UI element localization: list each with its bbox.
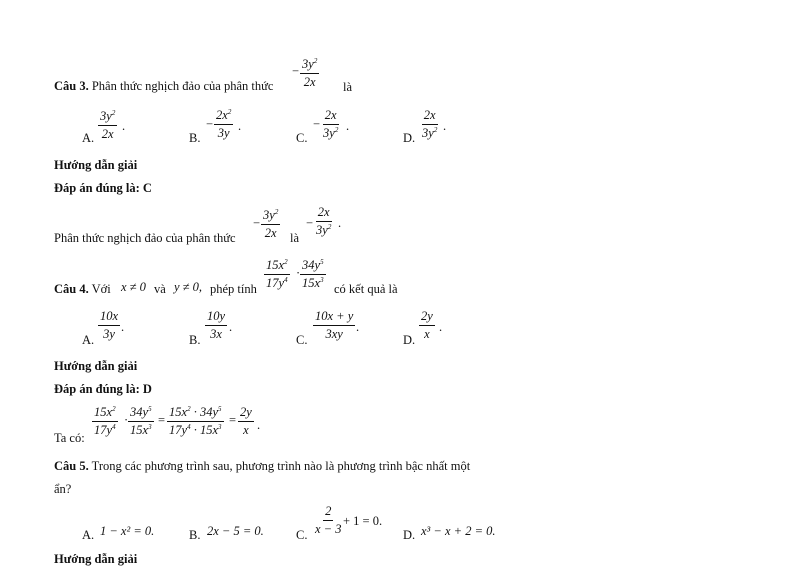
question-4-answer: Đáp án đúng là: D [54,382,152,396]
question-5-stem-line2: ẩn? [54,482,72,496]
minus-sign: − [292,64,300,78]
option-d-label: D. [403,528,416,542]
question-5-guide-heading: Hướng dẫn giải [54,552,138,566]
option-b-label: B. [189,333,201,347]
option-a-fraction: $\frac{10x}{3y}$ [100,309,119,341]
explanation-fraction-2: $\frac{2x}{3y^2}$ [316,205,332,237]
explanation-frac-a: $\frac{15x^2}{17y^4}$ [94,405,116,437]
product-fraction-2: $\frac{34y^5}{15x^3}$ [302,258,324,290]
condition-y: y ≠ 0, [174,280,203,294]
option-b-label: B. [189,131,201,145]
question-4-guide-heading: Hướng dẫn giải [54,359,138,373]
question-5-stem: Câu 5. Trong các phương trình sau, phương trình nào là phương trình bậc nhất một [54,459,471,473]
explanation-frac-c: $\frac{15x^2 \cdot 34y^5}{17y^4 \cdot 15x^3}$ [169,405,222,437]
explanation-prefix: Ta có: [54,431,85,445]
option-a-label: A. [82,528,95,542]
question-5-number: Câu 5. [54,459,89,473]
question-3-number: Câu 3. [54,79,89,93]
option-a-expr: 1 − x² = 0. [100,524,155,538]
question-3-stem-fraction: $\frac{3y^2}{2x}$ [302,57,318,89]
option-c-label: C. [296,131,308,145]
option-b-fraction: $\frac{10y}{3x}$ [207,309,226,341]
option-c-fraction: $\frac{10x + y}{3xy}$ [315,309,354,341]
question-3-guide-heading: Hướng dẫn giải [54,158,138,172]
option-d-label: D. [403,131,416,145]
option-b-expr: 2x − 5 = 0. [207,524,264,538]
question-3-stem [54,79,273,94]
option-d-expr: x³ − x + 2 = 0. [421,524,496,538]
option-a-fraction: $\frac{3y^2}{2x}$ [100,109,116,141]
option-c-label: C. [296,333,308,347]
explanation-fraction-1: $\frac{3y^2}{2x}$ [263,208,279,240]
option-b-fraction: $\frac{2x^2}{3y}$ [216,108,232,140]
question-3-answer: Đáp án đúng là: C [54,181,152,195]
option-c-label: C. [296,528,308,542]
question-3-stem-tail: là [343,80,353,94]
question-4-stem: Câu 4. Với [54,282,111,296]
option-d-fraction: $\frac{2x}{3y^2}$ [422,108,438,140]
option-b-label: B. [189,528,201,542]
condition-x: x ≠ 0 [121,280,146,294]
option-d-fraction: $\frac{2y}{x}$ [421,309,433,341]
question-3-explanation: Phân thức nghịch đảo của phân thức [54,231,236,245]
product-fraction-1: $\frac{15x^2}{17y^4}$ [266,258,288,290]
explanation-frac-result: $\frac{2y}{x}$ [240,405,252,437]
option-a-label: A. [82,131,95,145]
option-c-fraction: $\frac{2}{x - 3}$ [315,504,342,536]
option-c-fraction: $\frac{2x}{3y^2}$ [323,108,339,140]
option-a-label: A. [82,333,95,347]
option-d-label: D. [403,333,416,347]
question-3-text: Phân thức nghịch đảo của phân thức [91,79,274,93]
question-4-number: Câu 4. [54,282,89,296]
explanation-frac-b: $\frac{34y^5}{15x^3}$ [130,405,152,437]
